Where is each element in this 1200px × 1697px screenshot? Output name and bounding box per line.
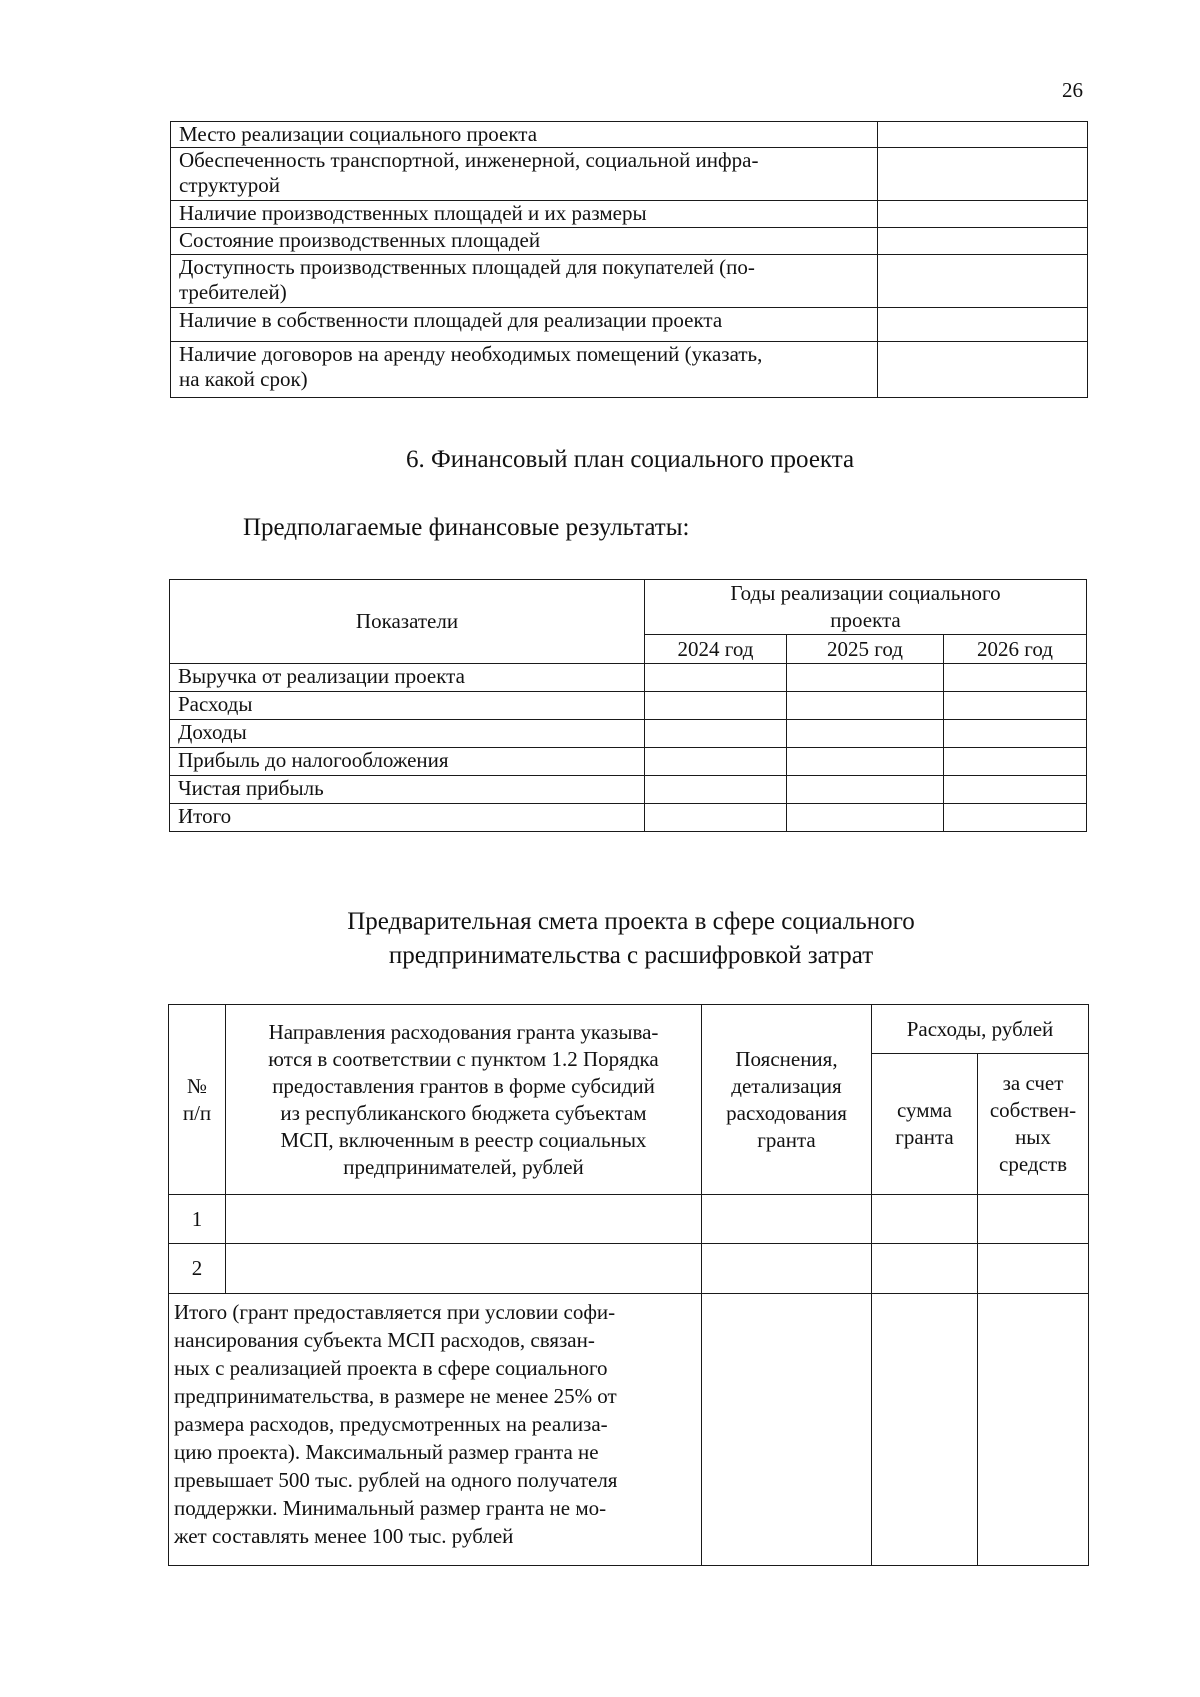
total-description: Итого (грант предоставляется при условии софи- нансирования субъекта МСП расходов, связан- ных с реализацией проекта в сфере социального предпринимательства, в размере не менее 25% от размера расходов, предусмотренных на реализа- цию проекта). Максимальный размер гранта не превышает 500 тыс. рублей на одного получателя поддержки. Минимальный размер гранта не мо- жет составлять менее 100 тыс. рублей [169,1294,702,1566]
explanation-cell [702,1294,872,1566]
value-cell [645,692,787,720]
indicator-header: Показатели [170,580,645,664]
section-title: 6. Финансовый план социального проекта [405,446,855,473]
grant-sum-header: сумма гранта [872,1054,978,1195]
value-cell [787,776,944,804]
table-row [171,228,1088,255]
grant-sum-cell [872,1195,978,1244]
row-number: 1 [169,1195,226,1244]
explanation-cell [702,1244,872,1294]
site-row-value [878,201,1088,228]
table-header-row [170,580,1087,635]
table-row [171,201,1088,228]
years-header: Годы реализации социального проекта [645,580,1087,635]
indicator-label: Доходы [170,720,645,748]
indicator-label: Чистая прибыль [170,776,645,804]
table-row [170,720,1087,748]
total-row [169,1294,1089,1566]
own-funds-cell [978,1195,1089,1244]
table-row [170,692,1087,720]
value-cell [645,664,787,692]
table-header-row [169,1005,1089,1054]
site-row-label: Наличие производственных площадей и их размеры [171,201,878,228]
site-row-value [878,148,1088,201]
value-cell [944,720,1087,748]
value-cell [944,748,1087,776]
number-header: № п/п [169,1005,226,1195]
site-row-value [878,255,1088,308]
table-row [170,804,1087,832]
explanation-header: Пояснения, детализация расходования гранта [702,1005,872,1195]
direction-header: Направления расходования гранта указыва- ются в соответствии с пунктом 1.2 Порядка предоставления грантов в форме субсидий из республиканского бюджета субъектам МСП, включенным в реестр социальных предпринимателей, рублей [226,1005,702,1195]
table-row [170,776,1087,804]
value-cell [944,664,1087,692]
table-row [169,1244,1089,1294]
site-row-label: Состояние производственных площадей [171,228,878,255]
value-cell [787,804,944,832]
value-cell [645,748,787,776]
direction-cell [226,1244,702,1294]
expenses-header: Расходы, рублей [872,1005,1089,1054]
table-row [171,308,1088,342]
table-row [171,122,1088,148]
table-row [169,1195,1089,1244]
site-row-label: Обеспеченность транспортной, инженерной, социальной инфра- структурой [171,148,878,201]
value-cell [787,664,944,692]
table-row [171,255,1088,308]
indicator-label: Итого [170,804,645,832]
site-table [170,121,1088,398]
own-funds-cell [978,1244,1089,1294]
site-row-value [878,342,1088,398]
table-row [170,748,1087,776]
financial-results-subtitle: Предполагаемые финансовые результаты: [243,514,690,541]
page-number: 26 [1062,78,1083,102]
financial-results-table [169,579,1087,832]
own-funds-header: за счет собствен- ных средств [978,1054,1089,1195]
grant-sum-cell [872,1294,978,1566]
direction-cell [226,1195,702,1244]
value-cell [787,692,944,720]
estimate-title: Предварительная смета проекта в сфере социального предпринимательства с расшифровкой затрат [347,908,915,969]
value-cell [944,692,1087,720]
value-cell [787,748,944,776]
site-row-label: Доступность производственных площадей для покупателей (по- требителей) [171,255,878,308]
estimate-table [168,1004,1089,1566]
table-row [171,148,1088,201]
site-row-label: Наличие договоров на аренду необходимых помещений (указать, на какой срок) [171,342,878,398]
grant-sum-cell [872,1244,978,1294]
site-row-value [878,228,1088,255]
year-header: 2024 год [645,635,787,664]
explanation-cell [702,1195,872,1244]
year-header: 2026 год [944,635,1087,664]
site-row-label: Место реализации социального проекта [171,122,878,148]
value-cell [944,804,1087,832]
table-row [170,664,1087,692]
value-cell [645,776,787,804]
indicator-label: Расходы [170,692,645,720]
own-funds-cell [978,1294,1089,1566]
site-row-value [878,308,1088,342]
site-row-value [878,122,1088,148]
value-cell [645,720,787,748]
site-row-label: Наличие в собственности площадей для реализации проекта [171,308,878,342]
indicator-label: Прибыль до налогообложения [170,748,645,776]
value-cell [787,720,944,748]
year-header: 2025 год [787,635,944,664]
value-cell [944,776,1087,804]
indicator-label: Выручка от реализации проекта [170,664,645,692]
table-row [171,342,1088,398]
row-number: 2 [169,1244,226,1294]
value-cell [645,804,787,832]
